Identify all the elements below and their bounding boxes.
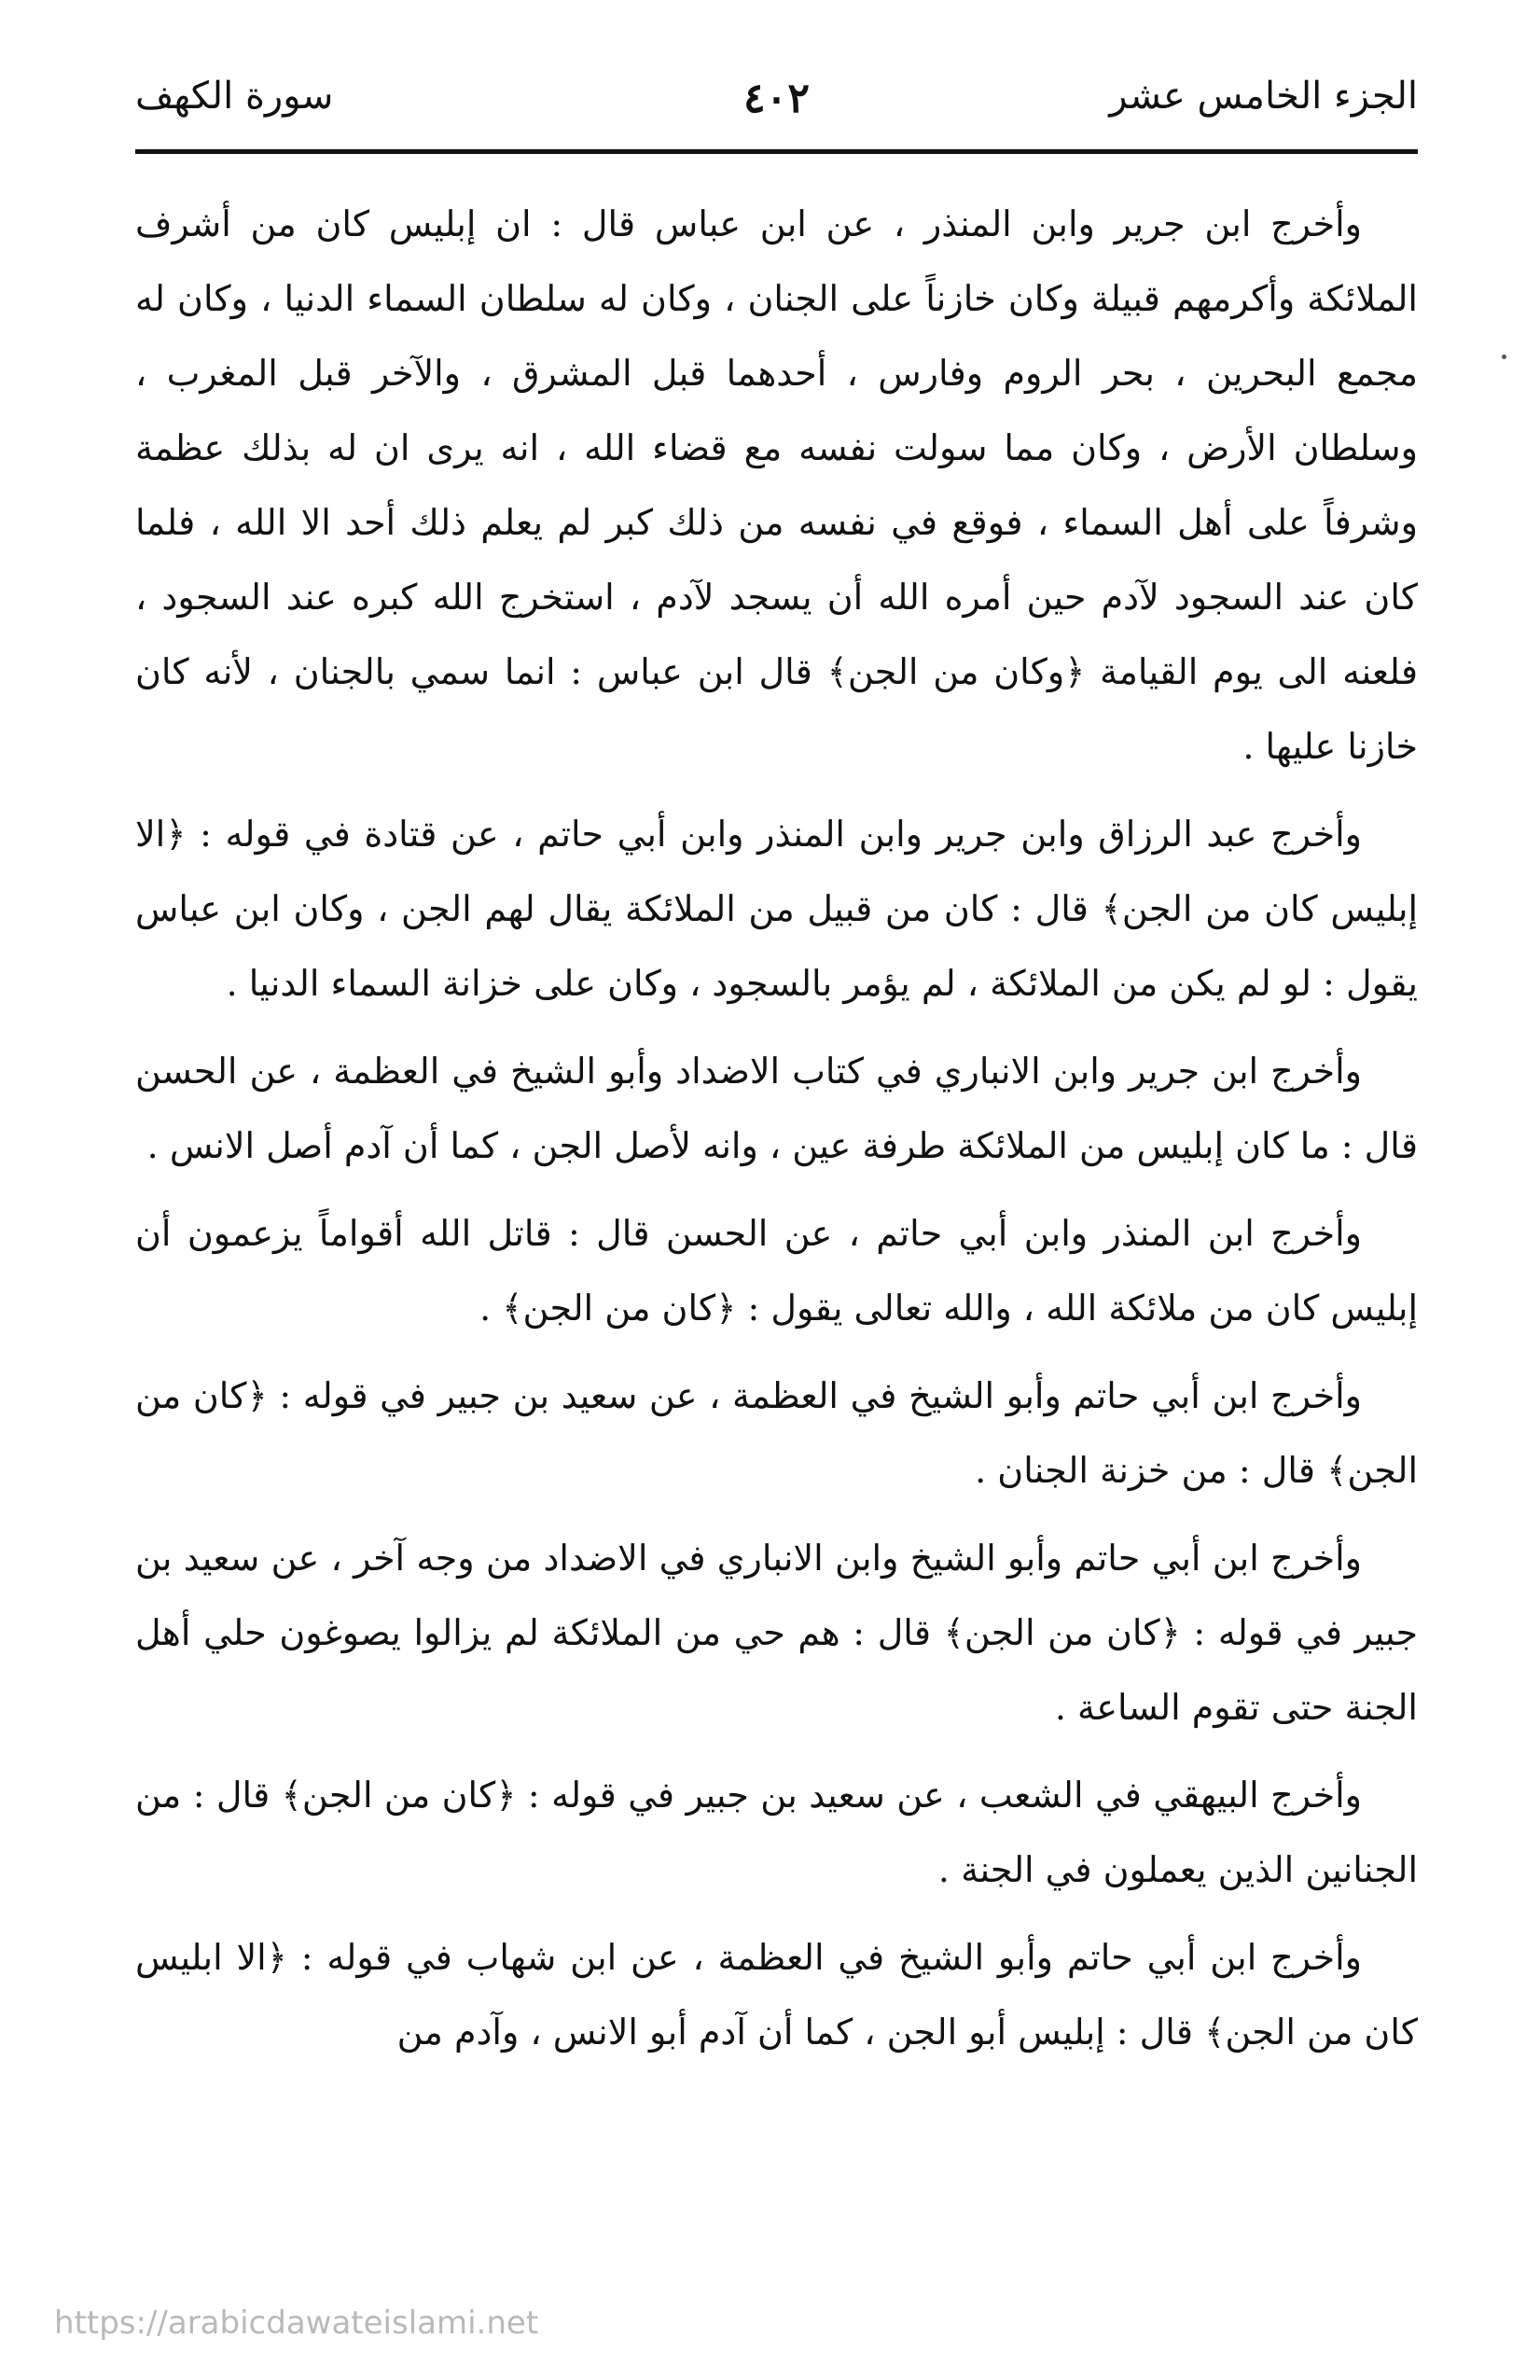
- paragraph: وأخرج ابن جرير وابن الانباري في كتاب الاضداد وأبو الشيخ في العظمة ، عن الحسن قال : ما كان إبليس من الملائكة طرفة عين ، وانه لأصل الجن ، كما أن آدم أصل الانس .: [135, 1051, 1418, 1166]
- header-divider: [135, 149, 1418, 154]
- paragraph: وأخرج ابن جرير وابن المنذر ، عن ابن عباس قال : ان إبليس كان من أشرف الملائكة وأكرمهم قبيلة وكان خازناً على الجنان ، وكان له سلطان السماء الدنيا ، وكان له مجمع البحرين ، بحر الروم وفارس ، أحدهما قبل المشرق ، والآخر قبل المغرب ، وسلطان الأرض ، وكان مما سولت نفسه مع قضاء الله ، انه يرى ان له بذلك عظمة وشرفاً على أهل السماء ، فوقع في نفسه من ذلك كبر لم يعلم ذلك أحد الا الله ، فلما كان عند السجود لآدم حين أمره الله أن يسجد لآدم ، استخرج الله كبره عند السجود ، فلعنه الى يوم القيامة ﴿وكان من الجن﴾ قال ابن عباس : انما سمي بالجنان ، لأنه كان خازنا عليها .: [135, 203, 1418, 767]
- scan-speck: [1502, 355, 1506, 359]
- watermark-url: https://arabicdawateislami.net: [54, 2304, 539, 2342]
- page-body: [135, 187, 1418, 2082]
- paragraph: وأخرج ابن أبي حاتم وأبو الشيخ في العظمة ، عن سعيد بن جبير في قوله : ﴿كان من الجن﴾ قال : من خزنة الجنان .: [135, 1375, 1418, 1491]
- paragraph: وأخرج عبد الرزاق وابن جرير وابن المنذر وابن أبي حاتم ، عن قتادة في قوله : ﴿الا إبليس كان من الجن﴾ قال : كان من قبيل من الملائكة يقال لهم الجن ، وكان ابن عباس يقول : لو لم يكن من الملائكة ، لم يؤمر بالسجود ، وكان على خزانة السماء الدنيا .: [135, 814, 1418, 1004]
- paragraph: وأخرج ابن المنذر وابن أبي حاتم ، عن الحسن قال : قاتل الله أقواماً يزعمون أن إبليس كان من ملائكة الله ، والله تعالى يقول : ﴿كان من الجن﴾ .: [135, 1213, 1418, 1329]
- paragraph: وأخرج ابن أبي حاتم وأبو الشيخ وابن الانباري في الاضداد من وجه آخر ، عن سعيد بن جبير في قوله : ﴿كان من الجن﴾ قال : هم حي من الملائكة لم يزالوا يصوغون حلي أهل الجنة حتى تقوم الساعة .: [135, 1538, 1418, 1728]
- paragraph: وأخرج البيهقي في الشعب ، عن سعيد بن جبير في قوله : ﴿كان من الجن﴾ قال : من الجنانين الذين يعملون في الجنة .: [135, 1775, 1418, 1890]
- paragraph: وأخرج ابن أبي حاتم وأبو الشيخ في العظمة ، عن ابن شهاب في قوله : ﴿الا ابليس كان من الجن﴾ قال : إبليس أبو الجن ، كما أن آدم أبو الانس ، وآدم من: [135, 1937, 1418, 2053]
- page-number: ٤٠٢: [743, 75, 810, 122]
- page-header: [135, 65, 1418, 149]
- part-label: الجزء الخامس عشر: [1109, 75, 1418, 118]
- surah-label: سورة الكهف: [135, 75, 334, 118]
